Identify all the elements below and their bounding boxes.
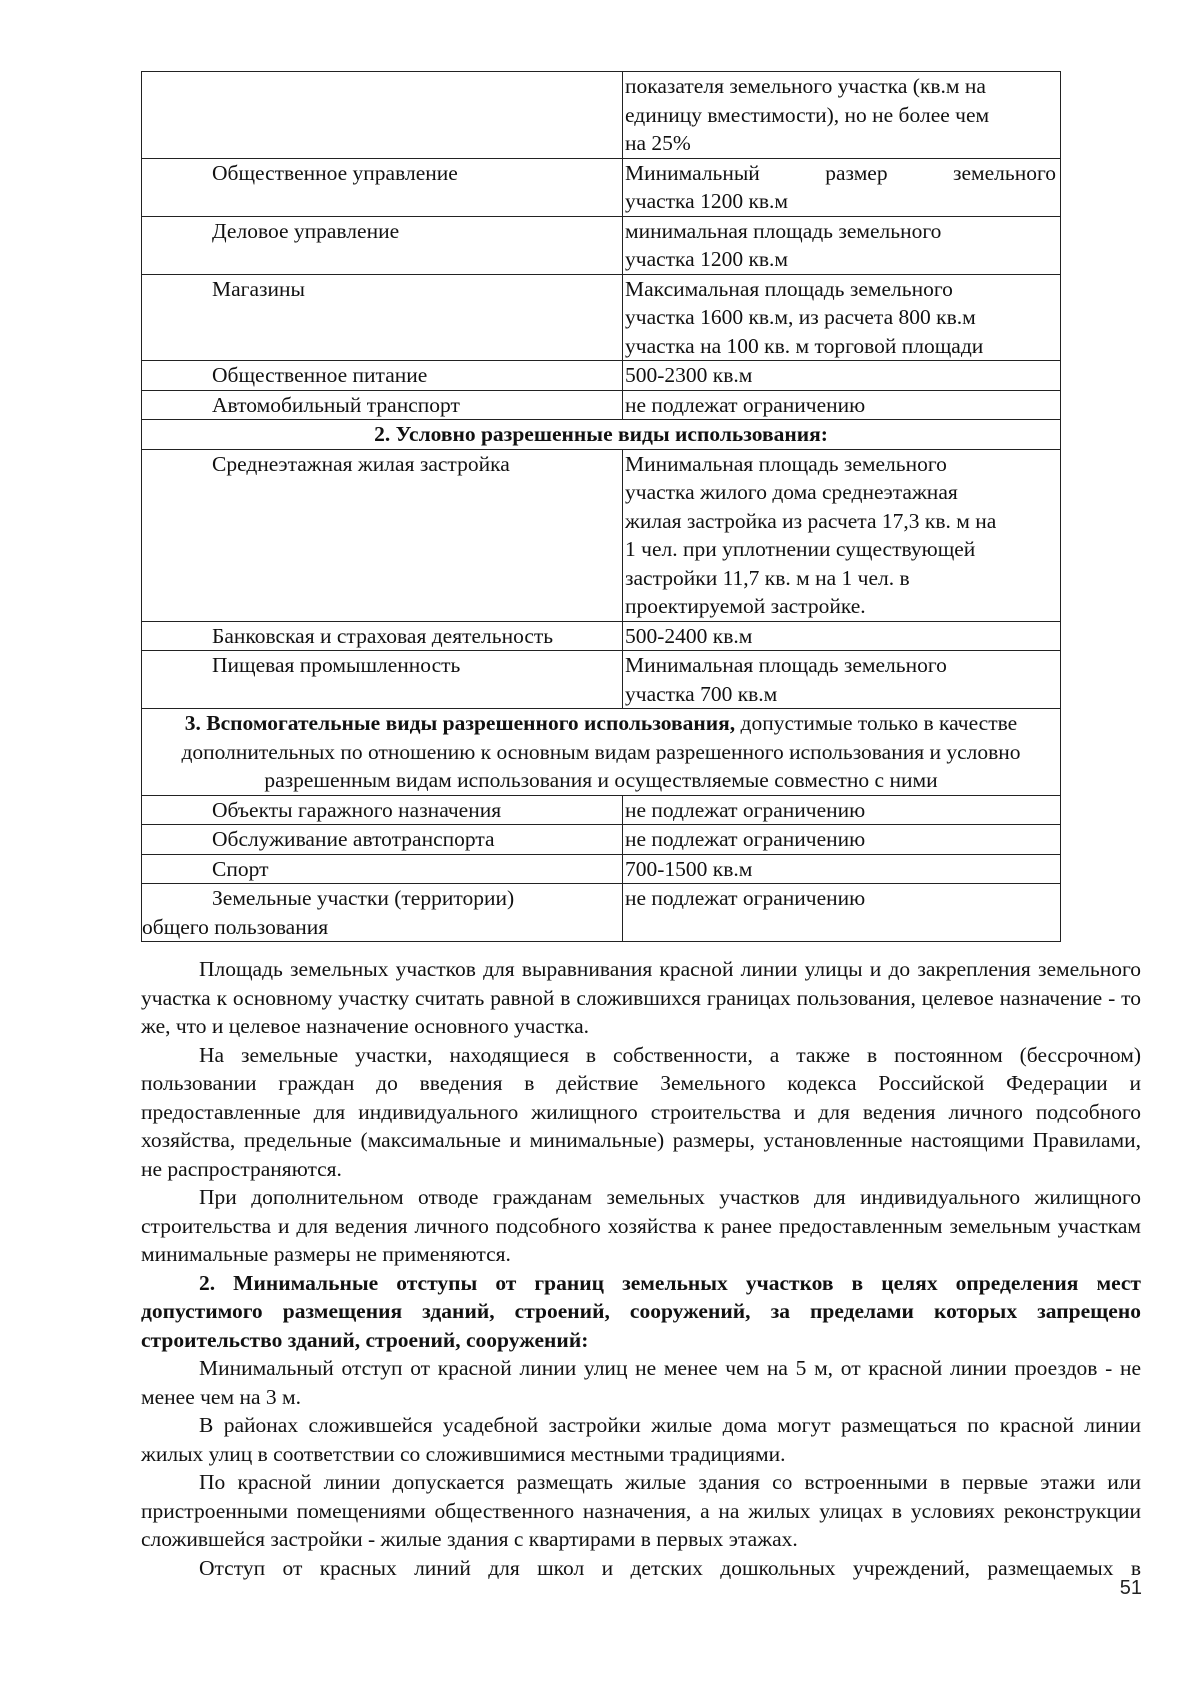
value-line: участка 1200 кв.м bbox=[625, 247, 789, 271]
value-line: 1 чел. при уплотнении существующей bbox=[625, 537, 976, 561]
use-type-cell bbox=[142, 621, 623, 651]
value-cell bbox=[623, 274, 1061, 361]
value-line: на 25% bbox=[625, 131, 691, 155]
paragraph: Минимальный отступ от красной линии улиц не менее чем на 5 м, от красной линии проездов - не менее чем на 3 м. bbox=[141, 1356, 1141, 1409]
value-cell bbox=[623, 854, 1061, 884]
use-type-name: Земельные участки (территории) bbox=[212, 886, 515, 910]
value-line: 500-2400 кв.м bbox=[625, 623, 753, 648]
use-type-cell bbox=[142, 158, 623, 216]
value-line: участка на 100 кв. м торговой площади bbox=[625, 333, 984, 358]
table-row bbox=[142, 216, 1061, 274]
table-row bbox=[142, 884, 1061, 942]
value-line: 500-2300 кв.м bbox=[625, 363, 753, 387]
value-cell bbox=[623, 216, 1061, 274]
value-line: жилая застройка из расчета 17,3 кв. м на bbox=[625, 508, 997, 533]
use-type-cell bbox=[142, 72, 623, 159]
value-line: участка 1600 кв.м, из расчета 800 кв.м bbox=[625, 305, 976, 329]
value-cell bbox=[623, 449, 1061, 621]
use-type-name: Объекты гаражного назначения bbox=[212, 797, 502, 822]
paragraph: Отступ от красных линий для школ и детских дошкольных учреждений, размещаемых в bbox=[199, 1555, 1141, 1580]
value-line: 700-1500 кв.м bbox=[625, 856, 753, 881]
value-line: единицу вместимости), но не более чем bbox=[625, 102, 990, 127]
use-type-name: Магазины bbox=[212, 276, 305, 301]
page-number: 51 bbox=[1119, 1577, 1142, 1599]
value-cell bbox=[623, 651, 1061, 709]
paragraph: В районах сложившейся усадебной застройки жилые дома могут размещаться по красной линии жилых улиц в соответствии со сложившимися местными традициями. bbox=[141, 1413, 1141, 1466]
use-type-name: Общественное управление bbox=[212, 160, 458, 185]
value-cell bbox=[623, 884, 1061, 942]
use-type-name: Автомобильный транспорт bbox=[212, 392, 460, 417]
use-type-cell bbox=[142, 274, 623, 361]
table-row bbox=[142, 158, 1061, 216]
use-type-name: Среднеэтажная жилая застройка bbox=[212, 451, 510, 476]
section-3-title-rest: допустимые только в качестве дополнительных по отношению к основным видам разрешенного использования и условно разрешенным видам использования и осуществляемые совместно с ними bbox=[181, 711, 1021, 792]
use-type-name: Спорт bbox=[212, 856, 269, 881]
value-line: Минимальный размер земельного bbox=[625, 160, 1056, 185]
table-row bbox=[142, 449, 1061, 621]
value-line: проектируемой застройке. bbox=[625, 594, 866, 618]
paragraph: Площадь земельных участков для выравнивания красной линии улицы и до закрепления земельного участка к основному участку считать равной в сложившихся границах пользования, целевое назначение - то же, что и целевое назначение основного участка. bbox=[141, 957, 1141, 1038]
use-type-name-cont: общего пользования bbox=[142, 914, 329, 939]
paragraph: По красной линии допускается размещать жилые здания со встроенными в первые этажи или пристроенными помещениями общественного назначения, а на жилых улицах в условиях реконструкции сложившейся застройки - жилые здания с квартирами в первых этажах. bbox=[141, 1470, 1141, 1551]
table-row bbox=[142, 361, 1061, 391]
value-line: не подлежат ограничению bbox=[625, 886, 866, 910]
table-row bbox=[142, 390, 1061, 420]
use-type-cell bbox=[142, 390, 623, 420]
use-type-name: Банковская и страховая деятельность bbox=[212, 623, 554, 648]
use-type-cell bbox=[142, 449, 623, 621]
use-type-cell bbox=[142, 216, 623, 274]
body-text bbox=[141, 955, 1141, 1582]
value-line: застройки 11,7 кв. м на 1 чел. в bbox=[625, 565, 910, 590]
value-line: минимальная площадь земельного bbox=[625, 218, 942, 243]
use-type-name: Деловое управление bbox=[212, 218, 400, 243]
table-row bbox=[142, 825, 1061, 855]
value-line: участка жилого дома среднеэтажная bbox=[625, 480, 958, 504]
section-3-title bbox=[142, 709, 1061, 796]
table-row bbox=[142, 854, 1061, 884]
use-type-cell bbox=[142, 884, 623, 942]
use-type-cell bbox=[142, 361, 623, 391]
land-use-table bbox=[141, 71, 1061, 942]
value-cell bbox=[623, 825, 1061, 855]
value-line: Минимальная площадь земельного bbox=[625, 653, 947, 677]
use-type-cell bbox=[142, 795, 623, 825]
value-cell bbox=[623, 390, 1061, 420]
paragraph: 2. Минимальные отступы от границ земельных участков в целях определения мест допустимого размещения зданий, строений, сооружений, за пределами которых запрещено строительство зданий, строений, сооружений: bbox=[141, 1270, 1141, 1352]
use-type-cell bbox=[142, 854, 623, 884]
value-cell bbox=[623, 361, 1061, 391]
value-line: Минимальная площадь земельного bbox=[625, 451, 947, 476]
value-cell bbox=[623, 158, 1061, 216]
value-line: не подлежат ограничению bbox=[625, 392, 866, 417]
use-type-cell bbox=[142, 825, 623, 855]
use-type-name: Обслуживание автотранспорта bbox=[212, 827, 495, 851]
value-line: показателя земельного участка (кв.м на bbox=[625, 74, 986, 98]
use-type-name: Общественное питание bbox=[212, 363, 428, 387]
paragraph: На земельные участки, находящиеся в собственности, а также в постоянном (бессрочном) пользовании граждан до введения в действие Земельного кодекса Российской Федерации и предоставленные для индивидуального жилищного строительства и для ведения личного подсобного хозяйства, предельные (максимальные и минимальные) размеры, установленные настоящими Правилами, не распространяются. bbox=[141, 1042, 1141, 1181]
value-cell bbox=[623, 795, 1061, 825]
table-row bbox=[142, 274, 1061, 361]
value-cell bbox=[623, 72, 1061, 159]
table-row bbox=[142, 621, 1061, 651]
value-line: участка 1200 кв.м bbox=[625, 189, 789, 213]
value-line: не подлежат ограничению bbox=[625, 797, 866, 822]
paragraph: При дополнительном отводе гражданам земельных участков для индивидуального жилищного строительства и для ведения личного подсобного хозяйства к ранее предоставленным земельным участкам минимальные размеры не применяются. bbox=[141, 1185, 1141, 1266]
section-3-title-bold: 3. Вспомогательные виды разрешенного использования, bbox=[184, 711, 736, 735]
section-2-title: 2. Условно разрешенные виды использования: bbox=[142, 420, 1061, 450]
section-header-row bbox=[142, 709, 1061, 796]
table-row-continuation bbox=[142, 72, 1061, 159]
table-row bbox=[142, 795, 1061, 825]
value-line: участка 700 кв.м bbox=[625, 681, 778, 706]
table-row bbox=[142, 651, 1061, 709]
section-header-row bbox=[142, 420, 1061, 450]
value-cell bbox=[623, 621, 1061, 651]
value-line: Максимальная площадь земельного bbox=[625, 276, 953, 301]
use-type-name: Пищевая промышленность bbox=[212, 653, 461, 677]
value-line: не подлежат ограничению bbox=[625, 827, 866, 851]
use-type-cell bbox=[142, 651, 623, 709]
